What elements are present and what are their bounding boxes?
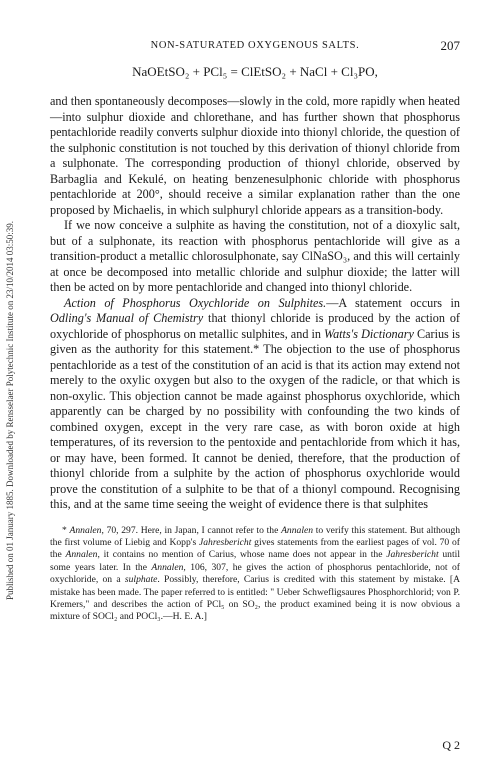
footnote-text: . Possibly, therefore, Carius is credited with this statement by mistake. [A mistake has been made. The paper referred to is entitled: " Ueber Schwefligsaures Phosphorchlorid; von P. Kremers," and describes the action of PCl₅ on SO₂, the product examined being it is now obvious a mixture of SOCl₂ and POCl₃.—H. E. A.] <box>50 574 460 623</box>
footnote-text: , 70, 297. Here, in Japan, I cannot refer to the <box>101 524 282 536</box>
footnote-text: , 106, 307, he gives the action of phosphorus pentachloride, not of oxychloride, on a <box>50 561 460 586</box>
journal-title: Annalen <box>65 549 98 561</box>
running-title: NON-SATURATED OXYGENOUS SALTS. <box>150 40 360 51</box>
footnotes <box>50 525 460 624</box>
paragraph <box>50 296 460 513</box>
journal-title: Annalen <box>281 524 314 536</box>
page-number: 207 <box>440 38 460 53</box>
footnote-text: , it contains no mention of Carius, whose name does not appear in the <box>97 549 387 561</box>
journal-title: Annalen <box>151 561 184 573</box>
emphasis: sulphate <box>124 574 158 586</box>
chemical-equation: NaOEtSO₂ + PCl₅ = ClEtSO₂ + NaCl + Cl₃PO, <box>132 64 378 79</box>
signature-mark: Q 2 <box>442 738 460 752</box>
paragraph: and then spontaneously decomposes—slowly in the cold, more rapidly when heated—into sulphur dioxide and chlorethane, and has further shown that phosphorus pentachloride readily converts sulphur dioxide into thionyl chloride, the question of the sulphonic constitution is not touched by this derivation of thionyl chloride from a sulphonate. The corresponding production of thionyl chloride, observed by Barbaglia and Kekulé, on heating benzenesulphonic chloride with phosphorus pentachloride at 200°, should receive a similar explanation rather than the one proposed by Michaelis, in which sulphuryl chloride appears as a transition-body. <box>50 94 460 217</box>
body-text <box>50 94 460 513</box>
paragraph-text: that thionyl chloride is produced by the action of oxychloride of phosphorus on metallic sulphites, and in <box>50 311 460 341</box>
footnote <box>50 525 460 624</box>
paragraph-text: —A statement occurs in <box>326 295 460 310</box>
paragraph-text: Carius is given as the authority for this statement.* The objection to the use of phosphorus pentachloride as a test of the constitution of an acid is that its action may extend not merely to the oxylic oxygen but also to the oxygen of the radicle, or that which is non-oxylic. This objection cannot be made against phosphorus oxychloride, which apparently can be charged by no possibility with confounding the two kinds of combined oxygen, except in the very rare case, as with boron oxide at high temperatures, of its reversion to the pentoxide and pentachloride from which it has, or may have, been formed. It cannot be denied, therefore, that the production of thionyl chloride from a sulphite by the action of phosphorus oxychloride would prove the constitution of a sulphite to be that of a thionyl compound. Recognising this, and at the same time seeing the weight of evidence there is that sulphites <box>50 326 460 511</box>
journal-title: Jahresbericht <box>386 549 439 561</box>
running-header <box>50 38 460 54</box>
footnote-marker: * <box>62 524 70 536</box>
footnote-text: to verify this statement. But although the first volume of Liebig and Kopp's <box>50 524 461 548</box>
footnote-text: gives statements from the earliest pages of vol. 70 of the <box>50 536 460 561</box>
journal-title: Jahresbericht <box>199 536 252 548</box>
page-content <box>50 38 461 752</box>
paragraph: If we now conceive a sulphite as having the constitution, not of a dioxylic salt, but of a sulphonate, its reaction with phosphorus pentachloride will give as a transition-product a metallic chlorosulphonate, say ClNaSO₃, and this will certainly at once be decomposed into metallic chloride and sulphur dioxide; the latter will then be acted on by more pentachloride and changed into thionyl chloride. <box>50 218 460 294</box>
footnote-text: until some years later. In the <box>50 549 460 573</box>
book-title: Watts's Dictionary <box>324 326 414 341</box>
download-notice: Published on 01 January 1885. Downloaded by Rensselaer Polytechnic Institute on 23/10/2014 03:50:39. <box>5 221 15 600</box>
book-title: Odling's Manual of Chemistry <box>50 311 204 325</box>
journal-title: Annalen <box>69 524 102 536</box>
section-heading: Action of Phosphorus Oxychloride on Sulphites. <box>64 295 327 310</box>
